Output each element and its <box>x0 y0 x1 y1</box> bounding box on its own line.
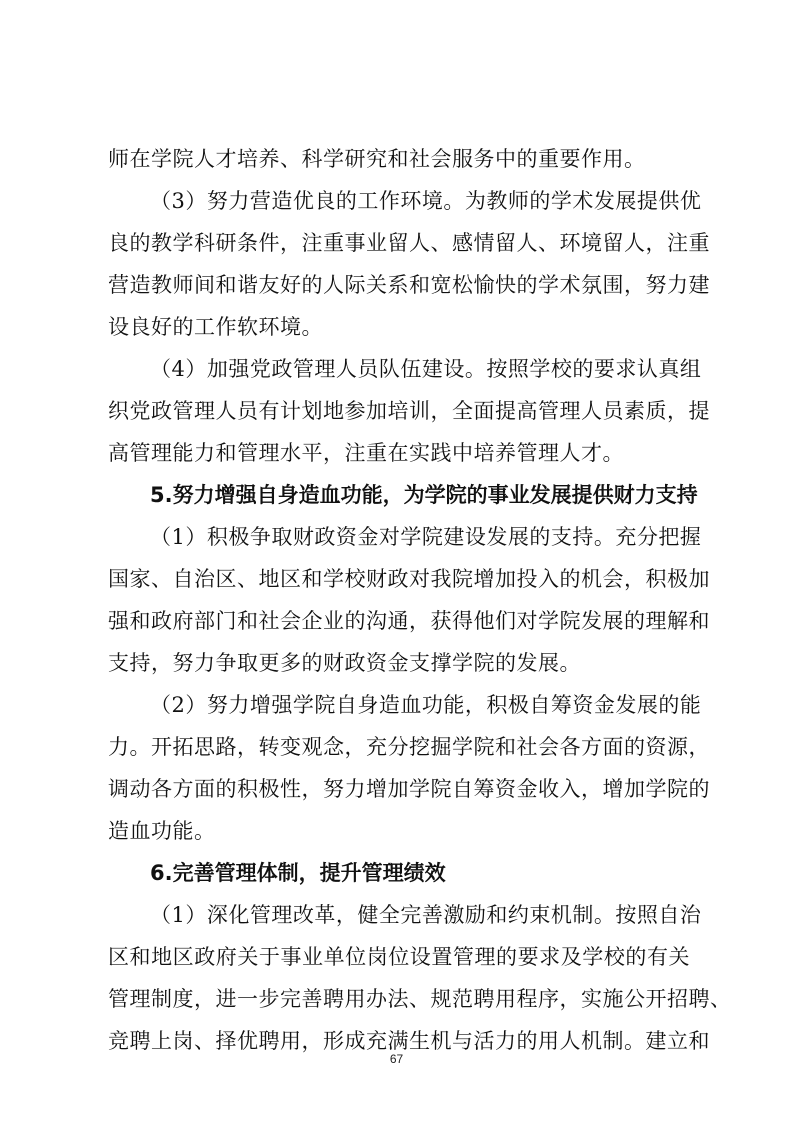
text-line: 织党政管理人员有计划地参加培训，全面提高管理人员素质，提 <box>108 399 710 423</box>
text-line: 竞聘上岗、择优聘用，形成充满生机与活力的用人机制。建立和 <box>108 1029 710 1053</box>
text-line: 力。开拓思路，转变观念，充分挖掘学院和社会各方面的资源， <box>108 735 710 759</box>
document-page <box>108 0 732 1122</box>
text-line: 强和政府部门和社会企业的沟通，获得他们对学院发展的理解和 <box>108 609 710 633</box>
text-line: 国家、自治区、地区和学校财政对我院增加投入的机会，积极加 <box>108 567 710 591</box>
text-line: 高管理能力和管理水平，注重在实践中培养管理人才。 <box>108 441 624 465</box>
text-line: 师在学院人才培养、科学研究和社会服务中的重要作用。 <box>108 147 646 171</box>
text-line: 支持，努力争取更多的财政资金支撑学院的发展。 <box>108 651 581 675</box>
text-line: 营造教师间和谐友好的人际关系和宽松愉快的学术氛围，努力建 <box>108 273 710 297</box>
page-number: 67 <box>389 1052 404 1066</box>
text-line: 良的教学科研条件，注重事业留人、感情留人、环境留人，注重 <box>108 231 710 255</box>
text-line: （3）努力营造优良的工作环境。为教师的学术发展提供优 <box>150 189 702 213</box>
text-line: （1）积极争取财政资金对学院建设发展的支持。充分把握 <box>150 525 702 549</box>
text-line: （4）加强党政管理人员队伍建设。按照学校的要求认真组 <box>150 357 702 381</box>
text-line: 管理制度，进一步完善聘用办法、规范聘用程序，实施公开招聘、 <box>108 987 732 1011</box>
text-line: 调动各方面的积极性，努力增加学院自筹资金收入，增加学院的 <box>108 777 710 801</box>
text-line: （1）深化管理改革，健全完善激励和约束机制。按照自治 <box>150 903 702 927</box>
text-line: 区和地区政府关于事业单位岗位设置管理的要求及学校的有关 <box>108 945 690 969</box>
text-line: 设良好的工作软环境。 <box>108 315 323 339</box>
text-line: 造血功能。 <box>108 819 216 843</box>
section-heading: 6.完善管理体制，提升管理绩效 <box>150 861 446 885</box>
section-heading: 5.努力增强自身造血功能，为学院的事业发展提供财力支持 <box>150 483 698 507</box>
text-line: （2）努力增强学院自身造血功能，积极自筹资金发展的能 <box>150 693 702 717</box>
